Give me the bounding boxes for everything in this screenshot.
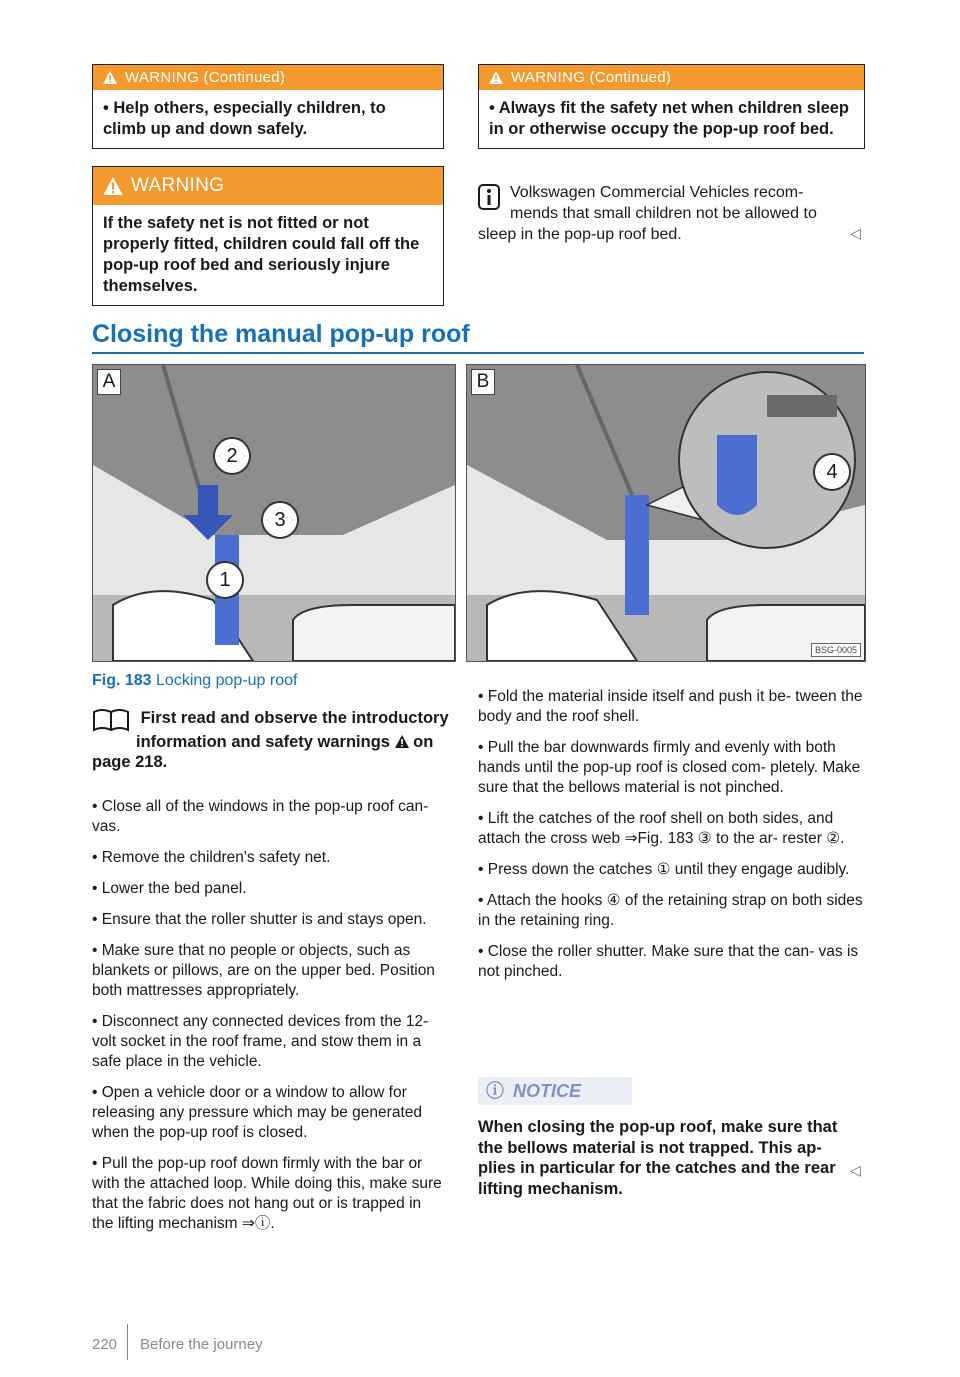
warning-triangle-icon <box>103 177 123 195</box>
warning-continued-left-title: WARNING (Continued) <box>125 69 286 86</box>
callout-4: 4 <box>813 453 851 491</box>
info-line-3: sleep in the pop-up roof bed. <box>478 226 682 243</box>
list-item: • Fold the material inside itself and push it be- tween the body and the roof shell. <box>478 688 863 725</box>
info-line-1: Volkswagen Commercial Vehicles recom- <box>510 184 804 201</box>
footer-section: Before the journey <box>140 1336 263 1353</box>
info-icon <box>478 184 500 210</box>
warning-continued-left <box>92 64 444 149</box>
book-icon <box>92 708 130 732</box>
notice-header <box>478 1077 632 1105</box>
figure-b <box>466 364 866 662</box>
warning-left <box>92 166 444 306</box>
warning-continued-right <box>478 64 865 149</box>
warning-left-title: WARNING <box>131 175 225 196</box>
list-item: • Pull the pop-up roof down firmly with the bar or with the attached loop. While doing this, make sure that the fabric does not hang out or is trapped in the lifting mechanism ⇒ⓘ. <box>92 1155 442 1232</box>
intro-block <box>92 708 452 772</box>
notice-icon: ⓘ <box>486 1081 504 1101</box>
list-item: • Remove the children's safety net. <box>92 849 331 866</box>
info-note <box>478 182 863 245</box>
callout-2: 2 <box>213 437 251 475</box>
figure-number: Fig. 183 <box>92 672 152 689</box>
callout-1: 1 <box>206 561 244 599</box>
list-item: • Attach the hooks ④ of the retaining strap on both sides in the retaining ring. <box>478 892 863 929</box>
info-line-2: mends that small children not be allowed to <box>510 205 817 222</box>
right-bullet-list <box>478 687 863 993</box>
intro-line-2-end: on <box>413 733 434 751</box>
end-mark-icon: ◁ <box>850 225 861 241</box>
list-item: • Open a vehicle door or a window to allow for releasing any pressure which may be generated when the pop-up roof is closed. <box>92 1084 422 1141</box>
list-item: • Lower the bed panel. <box>92 880 247 897</box>
intro-line-2: information and safety warnings <box>136 733 390 751</box>
left-bullet-list <box>92 797 447 1245</box>
list-item: • Make sure that no people or objects, such as blankets or pillows, are on the upper bed. Position both mattresses appropriately. <box>92 942 435 999</box>
section-title: Closing the manual pop-up roof <box>92 320 470 348</box>
warning-continued-left-text: • Help others, especially children, to climb up and down safely. <box>103 99 386 138</box>
warning-triangle-icon <box>395 735 409 748</box>
figure-a-label: A <box>97 369 121 395</box>
notice-body: When closing the pop-up roof, make sure that the bellows material is not trapped. This ap- plies in particular for the catches and the rear lifting mechanism. <box>478 1118 838 1198</box>
figure-a <box>92 364 456 662</box>
intro-line-1: First read and observe the introductory <box>140 709 449 727</box>
list-item: • Pull the bar downwards firmly and evenly with both hands until the pop-up roof is closed com- pletely. Make sure that the bellows material is not pinched. <box>478 739 861 796</box>
section-rule <box>92 352 864 354</box>
warning-left-header <box>93 167 443 205</box>
warning-triangle-icon <box>489 71 503 84</box>
list-item: • Disconnect any connected devices from the 12- volt socket in the roof frame, and stow them in a safe place in the vehicle. <box>92 1013 429 1070</box>
warning-continued-right-title: WARNING (Continued) <box>511 69 672 86</box>
list-item: • Lift the catches of the roof shell on both sides, and attach the cross web ⇒Fig. 183 ③ to the ar- rester ②. <box>478 810 845 847</box>
figure-caption <box>92 672 297 690</box>
warning-continued-left-header <box>93 65 443 90</box>
page-number: 220 <box>92 1336 118 1353</box>
list-item: • Ensure that the roller shutter is and stays open. <box>92 911 427 928</box>
notice-label: NOTICE <box>513 1081 582 1101</box>
figure-b-illustration <box>467 365 865 661</box>
figure-code: BSG-0005 <box>811 643 861 657</box>
warning-triangle-icon <box>103 71 117 84</box>
end-mark-icon: ◁ <box>850 1162 861 1178</box>
footer-divider <box>127 1324 128 1360</box>
callout-3: 3 <box>261 501 299 539</box>
figure-b-label: B <box>471 369 495 395</box>
list-item: • Close all of the windows in the pop-up roof can- vas. <box>92 798 429 835</box>
warning-continued-right-text: • Always fit the safety net when children sleep in or otherwise occupy the pop-up roof bed. <box>489 99 850 138</box>
list-item: • Press down the catches ① until they engage audibly. <box>478 861 850 878</box>
intro-line-3: page 218. <box>92 753 168 771</box>
warning-continued-right-header <box>479 65 864 90</box>
warning-left-text: If the safety net is not fitted or not properly fitted, children could fall off the pop-up roof bed and seriously injure themselves. <box>103 214 420 295</box>
list-item: • Close the roller shutter. Make sure that the can- vas is not pinched. <box>478 943 859 980</box>
figure-caption-text: Locking pop-up roof <box>156 672 298 689</box>
